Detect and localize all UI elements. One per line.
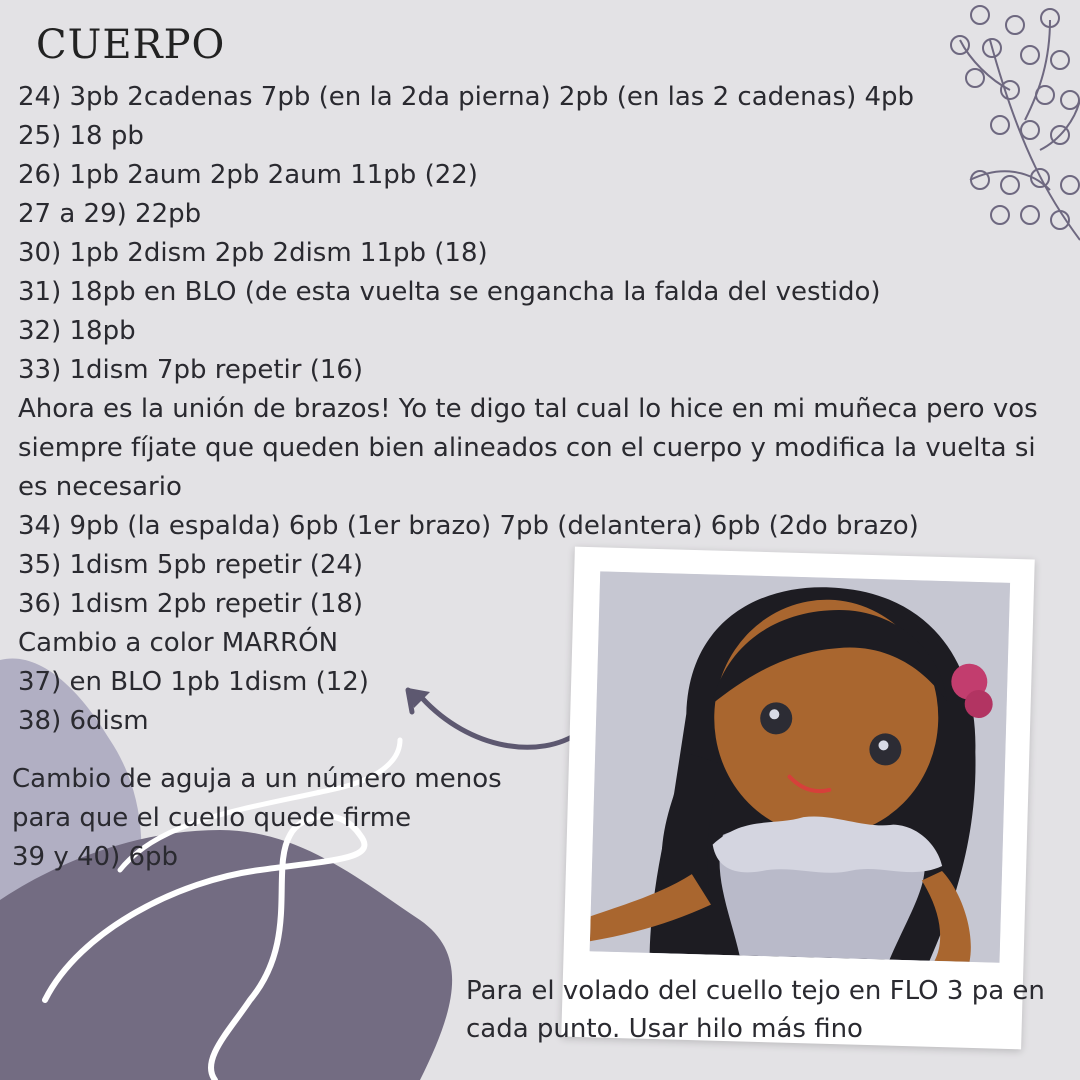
step-31: 31) 18pb en BLO (de esta vuelta se engancha la falda del vestido) bbox=[18, 277, 881, 307]
crochet-doll-illustration bbox=[590, 571, 1010, 962]
step-36: 36) 1dism 2pb repetir (18) bbox=[18, 589, 364, 619]
neck-note bbox=[12, 760, 572, 877]
page-title: CUERPO bbox=[36, 22, 226, 68]
step-25: 25) 18 pb bbox=[18, 121, 144, 151]
curved-arrow-icon bbox=[400, 670, 590, 760]
step-35: 35) 1dism 5pb repetir (24) bbox=[18, 550, 364, 580]
step-24: 24) 3pb 2cadenas 7pb (en la 2da pierna) 2pb (en las 2 cadenas) 4pb bbox=[18, 82, 915, 112]
polaroid-caption: Para el volado del cuello tejo en FLO 3 pa en cada punto. Usar hilo más fino bbox=[466, 976, 1045, 1044]
step-32: 32) 18pb bbox=[18, 316, 136, 346]
step-27-29: 27 a 29) 22pb bbox=[18, 199, 202, 229]
arm-joining-note: Ahora es la unión de brazos! Yo te digo tal cual lo hice en mi muñeca pero vos siempre fíjate que queden bien alineados con el cuerpo y modifica la vuelta si es necesario bbox=[18, 394, 1038, 502]
step-38: 38) 6dism bbox=[18, 706, 149, 736]
neck-note-line-3: 39 y 40) 6pb bbox=[12, 842, 179, 872]
step-33: 33) 1dism 7pb repetir (16) bbox=[18, 355, 364, 385]
neck-note-line-2: para que el cuello quede firme bbox=[12, 803, 412, 833]
doll-photo bbox=[590, 571, 1010, 962]
color-change-note: Cambio a color MARRÓN bbox=[18, 628, 339, 658]
step-34: 34) 9pb (la espalda) 6pb (1er brazo) 7pb (delantera) 6pb (2do brazo) bbox=[18, 511, 919, 541]
step-37: 37) en BLO 1pb 1dism (12) bbox=[18, 667, 369, 697]
neck-note-line-1: Cambio de aguja a un número menos bbox=[12, 764, 502, 794]
step-30: 30) 1pb 2dism 2pb 2dism 11pb (18) bbox=[18, 238, 488, 268]
step-26: 26) 1pb 2aum 2pb 2aum 11pb (22) bbox=[18, 160, 478, 190]
